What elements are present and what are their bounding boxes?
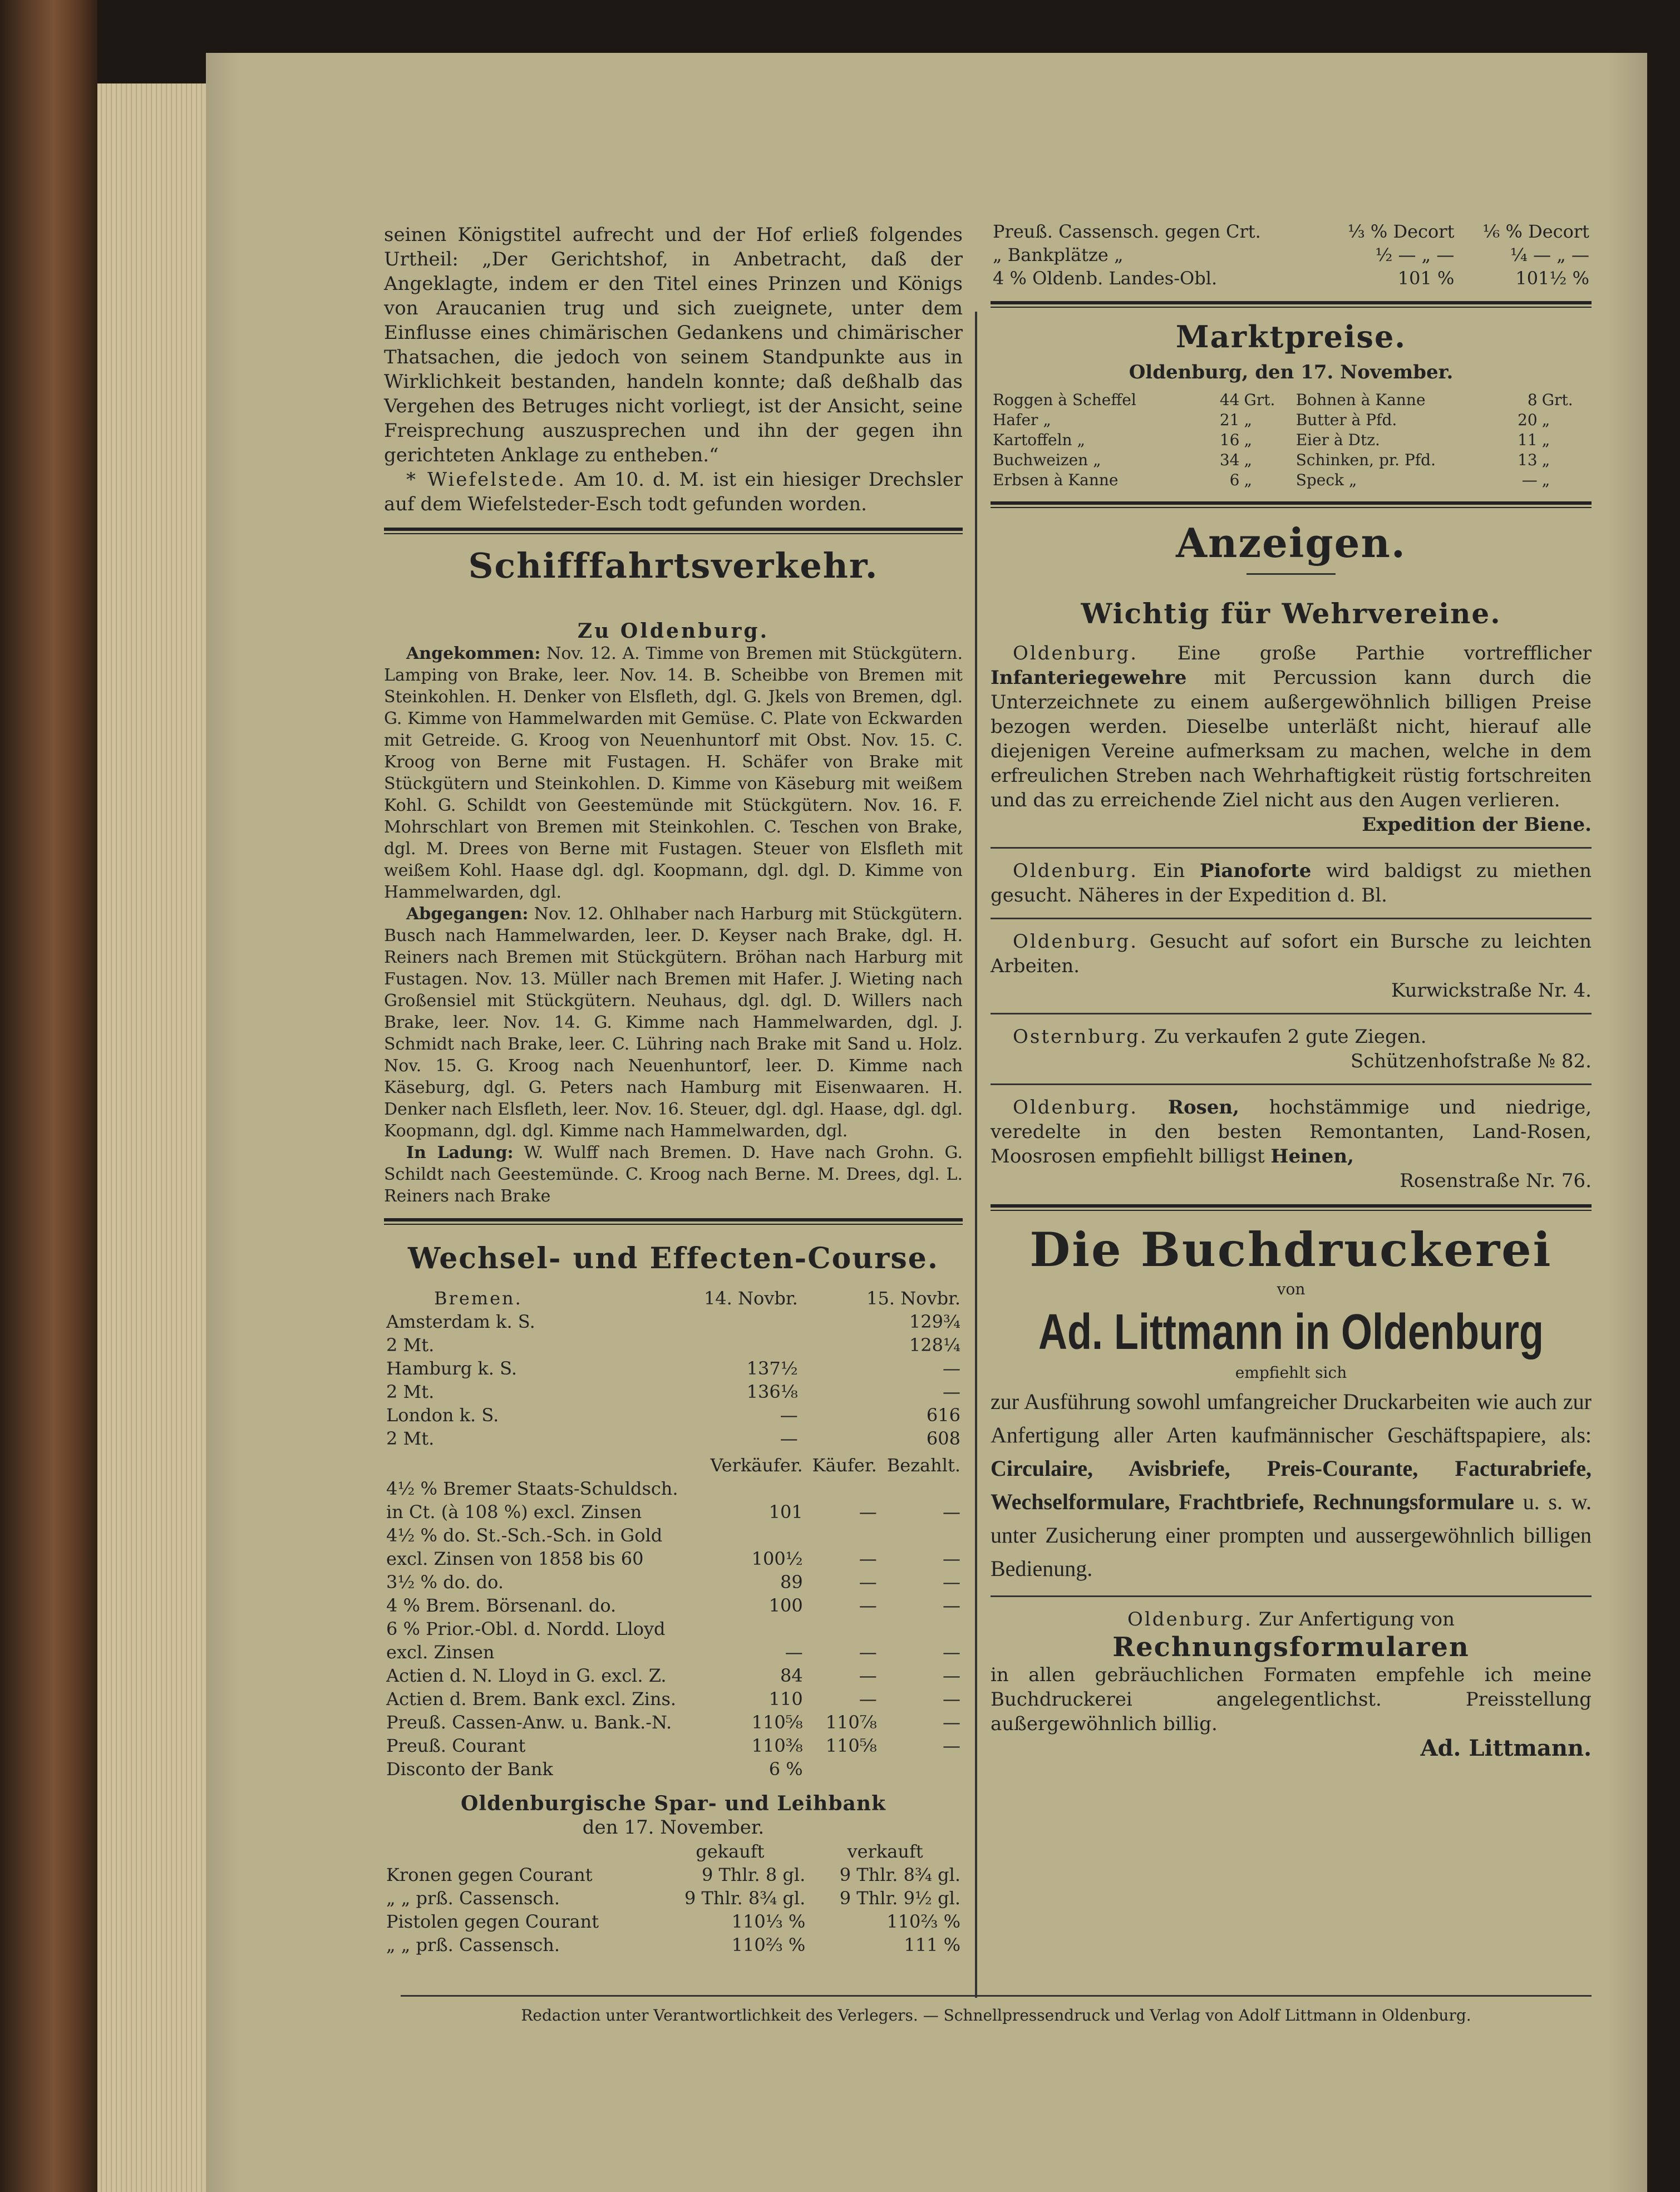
securities-row-cell xyxy=(879,1617,963,1641)
securities-row-cell: 100½ xyxy=(751,1548,803,1569)
exchange-row-cell xyxy=(638,1310,800,1333)
ad-goats: Osternburg. Zu verkaufen 2 gute Ziegen. xyxy=(1013,1026,1427,1048)
securities-row xyxy=(384,1570,963,1594)
verdict-text: seinen Königstitel aufrecht und der Hof erließ folgendes Urtheil: „Der Gerichtshof, in Anbetracht, daß der Angeklagte, indem er den Titel eines Prinzen und Königs von Araucanien trug und sich zueignete, unter dem Einflusse eines chimärischen Gedankens und chimärischer Thatsachen, die jedoch von seinem Standpunkte aus in Wirklichkeit bestanden, handeln konnte; daß deßhalb das Vergehen des Betruges nicht vorliegt, ist der Ansicht, seine Freisprechung auszusprechen und ihn der gegen ihn gerichteten Anklage zu entheben.“ xyxy=(384,224,963,466)
market-cell: 8 xyxy=(1527,391,1538,409)
securities-row-cell: 110⅞ xyxy=(825,1712,877,1733)
wiefelstede-place: * Wiefelstede. xyxy=(406,469,566,491)
page-edges xyxy=(97,83,209,2192)
securities-row xyxy=(384,1641,963,1664)
departed-text: Nov. 12. Ohlhaber nach Harburg mit Stückgütern. Busch nach Hammelwarden, leer. D. Keyser nach Brake, dgl. H. Reiners nach Bremen mit Stückgütern. Bröhan nach Harburg mit Fustagen. Nov. 13. Müller nach Bremen mit Hafer. J. Wieting nach Großensiel mit Stückgütern. Neuhaus, dgl. dgl. D. Willers nach Brake, leer. Nov. 14. G. Kimme nach Hammelwarden, dgl. J. Schmidt nach Brake, leer. C. Lühring nach Brake mit Sand u. Holz. Nov. 15. G. Kroog nach Neuenhuntorf, leer. D. Kimme nach Käseburg, dgl. G. Peters nach Hamburg mit Eisenwaaren. H. Denker nach Elsfleth, leer. Nov. 16. Steuer, dgl. dgl. Haase, dgl. dgl. Koopmann, dgl. dgl. Kimme nach Hammelwarden, dgl. xyxy=(384,904,963,1141)
exchange-row xyxy=(384,1403,963,1427)
exchange-row-cell: — xyxy=(780,1428,798,1449)
securities-row-cell xyxy=(879,1524,963,1547)
spar-row-cell: 9 Thlr. 8¾ gl. xyxy=(684,1888,806,1909)
print-text: zur Ausführung sowohl umfangreicher Druckarbeiten wie auch zur Anfertigung aller Arten kaufmännischer Geschäftspapiere, als: Circulaire, Avisbriefe, Preis-Courante, Facturabriefe, Wechselformulare, Frachtbriefe, Rechnungsformulare u. s. w. unter Zusicherung einer prompten und aussergewöhnlich billigen Bedienung. xyxy=(991,1389,1592,1581)
print-empf: empfiehlt sich xyxy=(1235,1363,1347,1382)
securities-row-cell: excl. Zinsen von 1858 bis 60 xyxy=(386,1548,644,1569)
exchange-row xyxy=(384,1427,963,1450)
securities-row-cell: 4 % Brem. Börsenanl. do. xyxy=(386,1595,617,1616)
market-cell: „ xyxy=(1541,411,1550,429)
securities-row-cell: excl. Zinsen xyxy=(386,1642,495,1663)
departed-list xyxy=(384,903,963,1142)
securities-table xyxy=(384,1454,963,1781)
securities-row xyxy=(384,1524,963,1547)
right-column xyxy=(991,220,1592,1761)
spar-row xyxy=(384,1910,963,1933)
spar-table xyxy=(384,1840,963,1957)
market-cell: Grt. xyxy=(1244,391,1275,409)
market-row xyxy=(991,410,1592,430)
market-cell: Hafer „ xyxy=(993,411,1051,429)
securities-row-cell xyxy=(701,1524,805,1547)
market-table xyxy=(991,390,1592,490)
ad-rule xyxy=(991,918,1592,919)
wiefelstede-text: Am 10. d. M. ist ein hiesiger Drechsler auf dem Wiefelsteder-Esch todt gefunden worden. xyxy=(384,469,963,515)
exchange-row-cell xyxy=(638,1333,800,1357)
spar-heading: Oldenburgische Spar- und Leihbank xyxy=(461,1792,886,1815)
market-cell: Speck „ xyxy=(1295,471,1357,489)
ad-goats-sign: Schützenhofstraße № 82. xyxy=(1350,1050,1592,1072)
market-cell: Buchweizen „ xyxy=(993,451,1101,469)
ad-rule xyxy=(991,847,1592,849)
market-cell: Erbsen à Kanne xyxy=(993,471,1119,489)
securities-row-cell xyxy=(879,1757,963,1781)
preuss-row-cell: 4 % Oldenb. Landes-Obl. xyxy=(993,268,1218,289)
spar-col-sold: verkauft xyxy=(847,1841,923,1862)
preuss-row-cell: 101½ % xyxy=(1515,268,1589,289)
market-cell: 13 xyxy=(1518,451,1538,469)
market-row xyxy=(991,470,1592,490)
exchange-row-cell: Amsterdam k. S. xyxy=(386,1311,535,1332)
preuss-row xyxy=(991,220,1592,243)
exchange-row-cell: — xyxy=(943,1381,960,1402)
spar-row-cell: 110⅓ % xyxy=(731,1911,806,1932)
shipping-subheading: Zu Oldenburg. xyxy=(577,619,770,643)
ad-piano: Oldenburg. Ein Pianoforte wird baldigst zu miethen gesucht. Näheres in der Expedition d. Bl. xyxy=(991,860,1592,907)
shipping-heading: Schifffahrtsverkehr. xyxy=(468,545,879,586)
securities-row-cell: — xyxy=(785,1642,803,1663)
short-rule xyxy=(1247,573,1336,575)
securities-row-cell: 101 xyxy=(768,1501,803,1523)
exchange-row-cell: 616 xyxy=(926,1405,960,1426)
market-cell: „ xyxy=(1541,471,1550,489)
securities-row-cell: — xyxy=(859,1688,877,1710)
ad-rule xyxy=(991,1595,1592,1597)
market-rows xyxy=(991,390,1592,490)
course-date-2: 15. Novbr. xyxy=(866,1288,960,1309)
rech-intro: Oldenburg. Zur Anfertigung von xyxy=(1127,1608,1455,1631)
market-cell: — xyxy=(1521,471,1538,489)
securities-row-cell xyxy=(701,1617,805,1641)
preuss-row-cell: ⅓ % Decort xyxy=(1347,221,1455,242)
ad-boy-sign: Kurwickstraße Nr. 4. xyxy=(1391,979,1592,1002)
preuss-row-cell: 101 % xyxy=(1397,268,1455,289)
exchange-row-cell: 2 Mt. xyxy=(386,1334,435,1356)
market-row xyxy=(991,430,1592,450)
ad-boy: Oldenburg. Gesucht auf sofort ein Bursche zu leichten Arbeiten. xyxy=(991,930,1592,977)
exchange-row-cell: — xyxy=(943,1358,960,1379)
securities-row xyxy=(384,1617,963,1641)
market-cell: 20 xyxy=(1518,411,1538,429)
securities-row-cell xyxy=(805,1617,879,1641)
exchange-row-cell: 137½ xyxy=(746,1358,798,1379)
securities-row-cell: 6 % Prior.-Obl. d. Nordd. Lloyd xyxy=(386,1618,666,1639)
print-name: Ad. Littmann in Oldenburg xyxy=(1038,1304,1544,1360)
securities-row-cell: — xyxy=(859,1642,877,1663)
spar-col-bought: gekauft xyxy=(696,1841,765,1862)
securities-row-cell: 3½ % do. do. xyxy=(386,1572,504,1593)
securities-row-cell: — xyxy=(943,1501,960,1523)
securities-row-cell: 4½ % do. St.-Sch.-Sch. in Gold xyxy=(386,1525,663,1546)
securities-row-cell: 6 % xyxy=(768,1758,803,1780)
spar-row-cell: Kronen gegen Courant xyxy=(386,1864,593,1885)
arrived-label: Angekommen: xyxy=(406,644,541,663)
securities-row xyxy=(384,1711,963,1734)
securities-row-cell xyxy=(879,1477,963,1500)
securities-row xyxy=(384,1734,963,1757)
securities-row-cell: Disconto der Bank xyxy=(386,1758,553,1780)
securities-row-cell: — xyxy=(943,1642,960,1663)
spar-row xyxy=(384,1933,963,1957)
securities-row-cell: in Ct. (à 108 %) excl. Zinsen xyxy=(386,1501,642,1523)
market-cell: 44 xyxy=(1219,391,1240,409)
securities-row-cell xyxy=(805,1757,879,1781)
securities-row-cell: — xyxy=(943,1735,960,1756)
securities-row-cell: Actien d. Brem. Bank excl. Zins. xyxy=(386,1688,677,1710)
securities-row-cell: 110⅝ xyxy=(825,1735,877,1756)
securities-row-cell xyxy=(805,1477,879,1500)
market-cell: Schinken, pr. Pfd. xyxy=(1295,451,1436,469)
securities-row-cell xyxy=(805,1524,879,1547)
spar-row-cell: „ „ prß. Cassensch. xyxy=(386,1888,560,1909)
course-date-1: 14. Novbr. xyxy=(703,1288,798,1309)
spar-row-cell: 9 Thlr. 8 gl. xyxy=(702,1864,806,1885)
course-city: Bremen. xyxy=(434,1288,523,1309)
market-row xyxy=(991,450,1592,470)
left-column xyxy=(384,223,963,1957)
securities-row-cell: 110⅜ xyxy=(751,1735,803,1756)
spar-row-cell: Pistolen gegen Courant xyxy=(386,1911,599,1932)
section-rule xyxy=(991,501,1592,508)
section-rule xyxy=(384,1218,963,1225)
securities-row-cell: — xyxy=(859,1595,877,1616)
securities-row-cell: — xyxy=(859,1572,877,1593)
spar-row-cell: 111 % xyxy=(904,1934,960,1955)
market-heading: Marktpreise. xyxy=(1175,319,1407,354)
rech-text: in allen gebräuchlichen Formaten empfehle ich meine Buchdruckerei angelegentlichst. Preisstellung außergewöhnlich billig. xyxy=(991,1664,1592,1735)
exchange-row-cell: 129¾ xyxy=(909,1311,960,1332)
rech-title: Rechnungsformularen xyxy=(1112,1632,1470,1663)
spar-row xyxy=(384,1886,963,1910)
exchange-rows xyxy=(384,1310,963,1450)
arrived-list xyxy=(384,643,963,903)
section-rule xyxy=(991,1204,1592,1211)
market-cell: Bohnen à Kanne xyxy=(1295,391,1426,409)
spar-row-cell: 9 Thlr. 9½ gl. xyxy=(839,1888,960,1909)
ad-weapons-place: Oldenburg. xyxy=(1013,642,1139,664)
exchange-row-cell: 136⅛ xyxy=(746,1381,798,1402)
securities-row-cell xyxy=(701,1477,805,1500)
exchange-row-cell: 608 xyxy=(926,1428,960,1449)
securities-row-cell: Actien d. N. Lloyd in G. excl. Z. xyxy=(386,1665,667,1686)
securities-row-cell: 84 xyxy=(780,1665,803,1686)
column-divider xyxy=(975,312,977,1998)
ad-weapons-text: Oldenburg. Eine große Parthie vortrefflicher Infanteriegewehre mit Percussion kann durch die Unterzeichnete zu einem außergewöhnlich billigen Preise bezogen werden. Dieselbe unterläßt nicht, hierauf alle diejenigen Vereine aufmerksam zu machen, welche in dem erfreulichen Streben nach Wehrhaftigkeit rüstig fortschreiten und das zu erreichende Ziel nicht aus den Augen verlieren. xyxy=(991,642,1592,811)
sec-header-buyer: Käufer. xyxy=(812,1455,877,1476)
market-cell: Eier à Dtz. xyxy=(1295,431,1380,449)
spar-row-cell: „ „ prß. Cassensch. xyxy=(386,1934,560,1955)
securities-row-cell: — xyxy=(943,1665,960,1686)
securities-row-cell: — xyxy=(859,1501,877,1523)
market-cell: 16 xyxy=(1219,431,1240,449)
securities-row-cell: Preuß. Cassen-Anw. u. Bank.-N. xyxy=(386,1712,672,1733)
securities-row xyxy=(384,1757,963,1781)
spar-row xyxy=(384,1863,963,1886)
preuss-row-cell: ½ — „ — xyxy=(1375,244,1455,265)
securities-row-cell: — xyxy=(943,1712,960,1733)
securities-row-cell: 4½ % Bremer Staats-Schuldsch. xyxy=(386,1478,678,1499)
preuss-row xyxy=(991,267,1592,290)
preuss-table xyxy=(991,220,1592,290)
sec-header-paid: Bezahlt. xyxy=(886,1455,960,1476)
ad-roses: Oldenburg. Rosen, hochstämmige und niedrige, veredelte in den besten Remontanten, Land-Rosen, Moosrosen empfiehlt billigst Heinen, xyxy=(991,1096,1592,1168)
securities-row-cell: — xyxy=(859,1665,877,1686)
securities-row-cell: 110 xyxy=(768,1688,803,1710)
preuss-row-cell: Preuß. Cassensch. gegen Crt. xyxy=(993,221,1261,242)
securities-row-cell: 89 xyxy=(780,1572,803,1593)
market-cell: 11 xyxy=(1518,431,1538,449)
securities-row-cell: — xyxy=(943,1688,960,1710)
market-cell: Grt. xyxy=(1541,391,1573,409)
market-cell: Butter à Pfd. xyxy=(1295,411,1397,429)
spar-row-cell: 110⅔ % xyxy=(886,1911,960,1932)
market-cell: Kartoffeln „ xyxy=(993,431,1085,449)
market-cell: 6 xyxy=(1229,471,1240,489)
exchange-row-cell: Hamburg k. S. xyxy=(386,1358,518,1379)
spar-row-cell: 110⅔ % xyxy=(731,1934,806,1955)
preuss-rows xyxy=(991,220,1592,290)
spar-date: den 17. November. xyxy=(582,1816,765,1839)
securities-row-cell: — xyxy=(943,1595,960,1616)
wiefelstede-notice xyxy=(384,467,963,516)
print-title: Die Buchdruckerei xyxy=(1029,1222,1553,1277)
exchange-row xyxy=(384,1380,963,1403)
arrived-text: Nov. 12. A. Timme von Bremen mit Stückgütern. Lamping von Brake, leer. Nov. 14. B. Scheibbe von Bremen mit Steinkohlen. H. Denker von Elsfleth, dgl. G. Jkels von Bremen, dgl. G. Kimme von Hammelwarden mit Gemüse. C. Plate von Eckwarden mit Getreide. G. Kroog von Neuenhuntorf mit Obst. Nov. 15. C. Kroog von Berne mit Fustagen. H. Schäfer von Brake mit Stückgütern und Steinkohlen. D. Kimme von Käseburg mit weißem Kohl. G. Schildt von Geestemünde mit Stückgütern. Nov. 16. F. Mohrschlart von Bremen mit Steinkohlen. C. Teschen von Brake, dgl. M. Drees von Berne mit Fustagen. Steuer von Elsfleth mit weißem Kohl. Haase dgl. dgl. Koopmann, dgl. dgl. D. Kimme von Hammelwarden, dgl. xyxy=(384,644,963,902)
course-heading: Wechsel- und Effecten-Course. xyxy=(408,1242,939,1275)
securities-row-cell: — xyxy=(943,1572,960,1593)
securities-rows xyxy=(384,1477,963,1781)
market-cell: „ xyxy=(1244,471,1252,489)
exchange-row-cell: 2 Mt. xyxy=(386,1381,435,1402)
exchange-row xyxy=(384,1310,963,1333)
securities-row xyxy=(384,1594,963,1617)
market-cell: „ xyxy=(1244,431,1252,449)
securities-row xyxy=(384,1664,963,1687)
loading-text: W. Wulff nach Bremen. D. Have nach Grohn. G. Schildt nach Geestemünde. C. Kroog nach Berne. M. Drees, dgl. L. Reiners nach Brake xyxy=(384,1143,963,1206)
footer-imprint: Redaction unter Verantwortlichkeit des Verlegers. — Schnellpressendruck und Verlag von Adolf Littmann in Oldenburg. xyxy=(521,2006,1471,2024)
securities-row-cell: — xyxy=(943,1548,960,1569)
market-cell: 21 xyxy=(1219,411,1240,429)
departed-label: Abgegangen: xyxy=(406,904,529,924)
ad-roses-sign: Rosenstraße Nr. 76. xyxy=(1400,1170,1592,1192)
section-rule xyxy=(384,528,963,534)
securities-row-cell: — xyxy=(859,1548,877,1569)
rech-sign: Ad. Littmann. xyxy=(1420,1735,1592,1761)
market-subheading: Oldenburg, den 17. November. xyxy=(1129,361,1454,383)
ad-weapons-bold: Infanteriegewehre xyxy=(991,667,1187,689)
preuss-row-cell: „ Bankplätze „ xyxy=(993,244,1124,265)
loading-label: In Ladung: xyxy=(406,1143,514,1163)
exchange-table xyxy=(384,1287,963,1450)
exchange-row xyxy=(384,1333,963,1357)
market-cell: „ xyxy=(1244,451,1252,469)
exchange-row-cell: — xyxy=(780,1405,798,1426)
exchange-row-cell: 2 Mt. xyxy=(386,1428,435,1449)
market-cell: Roggen à Scheffel xyxy=(993,391,1136,409)
securities-row xyxy=(384,1687,963,1711)
market-cell: 34 xyxy=(1219,451,1240,469)
ad-rule xyxy=(991,1083,1592,1085)
securities-row xyxy=(384,1547,963,1570)
securities-row-cell: 100 xyxy=(768,1595,803,1616)
preuss-row-cell: ¼ — „ — xyxy=(1510,244,1589,265)
preuss-row-cell: ⅙ % Decort xyxy=(1482,221,1589,242)
market-row xyxy=(991,390,1592,410)
securities-row xyxy=(384,1477,963,1500)
loading-list xyxy=(384,1142,963,1207)
securities-row-cell: 110⅝ xyxy=(751,1712,803,1733)
sec-header-seller: Verkäufer. xyxy=(710,1455,803,1476)
footer-rule xyxy=(401,1995,1592,1997)
securities-row xyxy=(384,1500,963,1524)
ads-heading: Anzeigen. xyxy=(1176,519,1406,567)
ad-rule xyxy=(991,1013,1592,1014)
exchange-row xyxy=(384,1357,963,1380)
market-cell: „ xyxy=(1244,411,1252,429)
market-cell: „ xyxy=(1541,451,1550,469)
market-cell: „ xyxy=(1541,431,1550,449)
exchange-row-cell: London k. S. xyxy=(386,1405,499,1426)
ad-weapons-title: Wichtig für Wehrvereine. xyxy=(1081,597,1501,630)
book-cover-edge xyxy=(0,0,97,2192)
ad-weapons-sign: Expedition der Biene. xyxy=(1362,814,1592,836)
exchange-row-cell: 128¼ xyxy=(909,1334,960,1356)
section-rule xyxy=(991,301,1592,308)
securities-row-cell: Preuß. Courant xyxy=(386,1735,526,1756)
preuss-row xyxy=(991,243,1592,267)
print-von: von xyxy=(1277,1280,1305,1298)
spar-row-cell: 9 Thlr. 8¾ gl. xyxy=(839,1864,960,1885)
spar-rows xyxy=(384,1863,963,1957)
